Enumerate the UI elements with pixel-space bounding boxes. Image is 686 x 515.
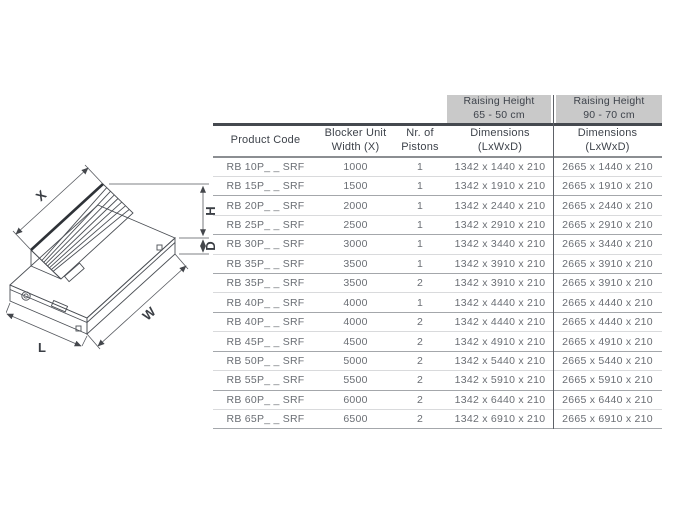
pistons-cell: 2 [416, 335, 424, 348]
table-row [213, 235, 662, 254]
dimension-w [87, 254, 188, 349]
table-row [213, 371, 662, 390]
table-row [213, 274, 662, 293]
pistons-cell: 2 [416, 393, 424, 406]
product-code-cell: RB 55P_ _ SRF [226, 374, 305, 387]
blocker-width-cell: 2000 [343, 199, 368, 212]
column-header-line: Nr. of [406, 126, 434, 139]
pistons-cell: 1 [416, 296, 424, 309]
road-blocker-isometric-diagram [6, 156, 221, 366]
product-code-cell: RB 50P_ _ SRF [226, 354, 305, 367]
dimensions-90-70-cell: 2665 x 2440 x 210 [562, 199, 653, 212]
table-row [213, 255, 662, 274]
dim-label-h: H [203, 206, 218, 216]
blocker-width-cell: 3000 [343, 238, 368, 251]
product-code-cell: RB 35P_ _ SRF [226, 257, 305, 270]
table-row [213, 177, 662, 196]
dimensions-65-50-cell: 1342 x 3440 x 210 [454, 238, 546, 251]
dimensions-90-70-cell: 2665 x 1440 x 210 [562, 160, 653, 173]
pistons-cell: 1 [416, 160, 424, 173]
dimensions-65-50-cell: 1342 x 6910 x 210 [454, 413, 546, 426]
blocker-width-cell: 5500 [343, 374, 368, 387]
table-row [213, 313, 662, 332]
dimensions-65-50-cell: 1342 x 2440 x 210 [454, 199, 546, 212]
column-header-line: (LxWxD) [477, 140, 523, 153]
table-body [213, 158, 662, 430]
dimensions-65-50-cell: 1342 x 4910 x 210 [454, 335, 546, 348]
product-code-cell: RB 60P_ _ SRF [226, 393, 305, 406]
raising-height-90-70-header [556, 95, 662, 123]
dim-label-l: L [38, 340, 46, 355]
product-code-cell: RB 30P_ _ SRF [226, 238, 305, 251]
dimensions-65-50-cell: 1342 x 5440 x 210 [454, 354, 546, 367]
product-code-cell: RB 10P_ _ SRF [226, 160, 305, 173]
pistons-cell: 2 [416, 374, 424, 387]
column-header-dimensions-90-70 [553, 127, 662, 155]
blocker-width-cell: 6000 [343, 393, 368, 406]
blocker-width-cell: 1500 [343, 180, 368, 193]
column-header-line: Width (X) [331, 140, 380, 153]
blocker-width-cell: 4000 [343, 296, 368, 309]
dimensions-65-50-cell: 1342 x 4440 x 210 [454, 296, 546, 309]
pistons-cell: 2 [416, 413, 424, 426]
table-row [213, 216, 662, 235]
column-header-pistons [393, 127, 447, 155]
blocker-width-cell: 3500 [343, 277, 368, 290]
pistons-cell: 2 [416, 354, 424, 367]
column-header-row [213, 126, 662, 158]
road-plate [10, 205, 175, 318]
product-code-cell: RB 35P_ _ SRF [226, 277, 305, 290]
dimension-h [109, 184, 218, 254]
dimensions-90-70-cell: 2665 x 3910 x 210 [562, 257, 653, 270]
pistons-cell: 1 [416, 180, 424, 193]
product-code-cell: RB 15P_ _ SRF [226, 180, 305, 193]
blocker-width-cell: 4500 [343, 335, 368, 348]
pistons-cell: 1 [416, 218, 424, 231]
product-code-cell: RB 20P_ _ SRF [226, 199, 305, 212]
blocker-width-cell: 3500 [343, 257, 368, 270]
column-header-line: Dimensions [470, 126, 530, 139]
dimensions-65-50-cell: 1342 x 2910 x 210 [454, 218, 546, 231]
column-header-line: Pistons [401, 140, 439, 153]
raising-height-65-50-header [447, 95, 551, 123]
table-row [213, 352, 662, 371]
column-header-dimensions-65-50 [447, 127, 553, 155]
product-code-cell: RB 40P_ _ SRF [226, 296, 305, 309]
dimensions-65-50-cell: 1342 x 6440 x 210 [454, 393, 546, 406]
blocker-width-cell: 4000 [343, 316, 368, 329]
product-code-cell: RB 45P_ _ SRF [226, 335, 305, 348]
dimensions-90-70-cell: 2665 x 6910 x 210 [562, 413, 653, 426]
column-header-blocker-width [318, 127, 393, 155]
column-header-line: Blocker Unit [324, 126, 387, 139]
raising-height-65-50-line2: 65 - 50 cm [473, 109, 525, 121]
raising-height-90-70-line2: 90 - 70 cm [583, 109, 635, 121]
blocker-width-cell: 5000 [343, 354, 368, 367]
column-header-product-code [213, 134, 318, 148]
table-row [213, 293, 662, 312]
dimensions-65-50-cell: 1342 x 5910 x 210 [454, 374, 546, 387]
dimensions-90-70-cell: 2665 x 3440 x 210 [562, 238, 653, 251]
table-row [213, 332, 662, 351]
dim-label-d: D [203, 241, 218, 251]
table-row [213, 196, 662, 215]
dimensions-90-70-cell: 2665 x 4440 x 210 [562, 316, 653, 329]
raising-height-65-50-line1: Raising Height [463, 95, 535, 108]
column-header-line: Product Code [230, 133, 301, 146]
dimensions-90-70-cell: 2665 x 2910 x 210 [562, 218, 653, 231]
dimensions-90-70-cell: 2665 x 4910 x 210 [562, 335, 653, 348]
pistons-cell: 1 [416, 199, 424, 212]
dimensions-65-50-cell: 1342 x 1910 x 210 [454, 180, 546, 193]
dimensions-90-70-cell: 2665 x 5910 x 210 [562, 374, 653, 387]
raising-height-header-row [213, 95, 662, 123]
product-code-cell: RB 65P_ _ SRF [226, 413, 305, 426]
dimensions-90-70-cell: 2665 x 3910 x 210 [562, 277, 653, 290]
dimensions-65-50-cell: 1342 x 3910 x 210 [454, 257, 546, 270]
table-row [213, 410, 662, 429]
table-row [213, 158, 662, 177]
product-code-cell: RB 40P_ _ SRF [226, 316, 305, 329]
column-header-line: (LxWxD) [585, 140, 630, 153]
pistons-cell: 1 [416, 257, 424, 270]
product-code-cell: RB 25P_ _ SRF [226, 218, 305, 231]
dimensions-65-50-cell: 1342 x 1440 x 210 [454, 160, 546, 173]
table-row [213, 391, 662, 410]
dim-label-w: W [139, 303, 159, 324]
dim-label-x: X [32, 187, 50, 205]
dimensions-90-70-cell: 2665 x 1910 x 210 [562, 180, 653, 193]
dimensions-90-70-cell: 2665 x 4440 x 210 [562, 296, 653, 309]
pistons-cell: 1 [416, 238, 424, 251]
raising-height-90-70-line1: Raising Height [573, 95, 645, 108]
pistons-cell: 2 [416, 277, 424, 290]
dimensions-65-50-cell: 1342 x 3910 x 210 [454, 277, 546, 290]
column-header-line: Dimensions [577, 126, 638, 139]
spec-table [213, 95, 662, 429]
dimensions-column-divider [553, 95, 555, 429]
dimensions-65-50-cell: 1342 x 4440 x 210 [454, 316, 546, 329]
blocker-width-cell: 1000 [343, 160, 368, 173]
blocker-width-cell: 6500 [343, 413, 368, 426]
dimensions-90-70-cell: 2665 x 5440 x 210 [562, 354, 653, 367]
pistons-cell: 2 [416, 316, 424, 329]
dimensions-90-70-cell: 2665 x 6440 x 210 [562, 393, 653, 406]
blocker-width-cell: 2500 [343, 218, 368, 231]
